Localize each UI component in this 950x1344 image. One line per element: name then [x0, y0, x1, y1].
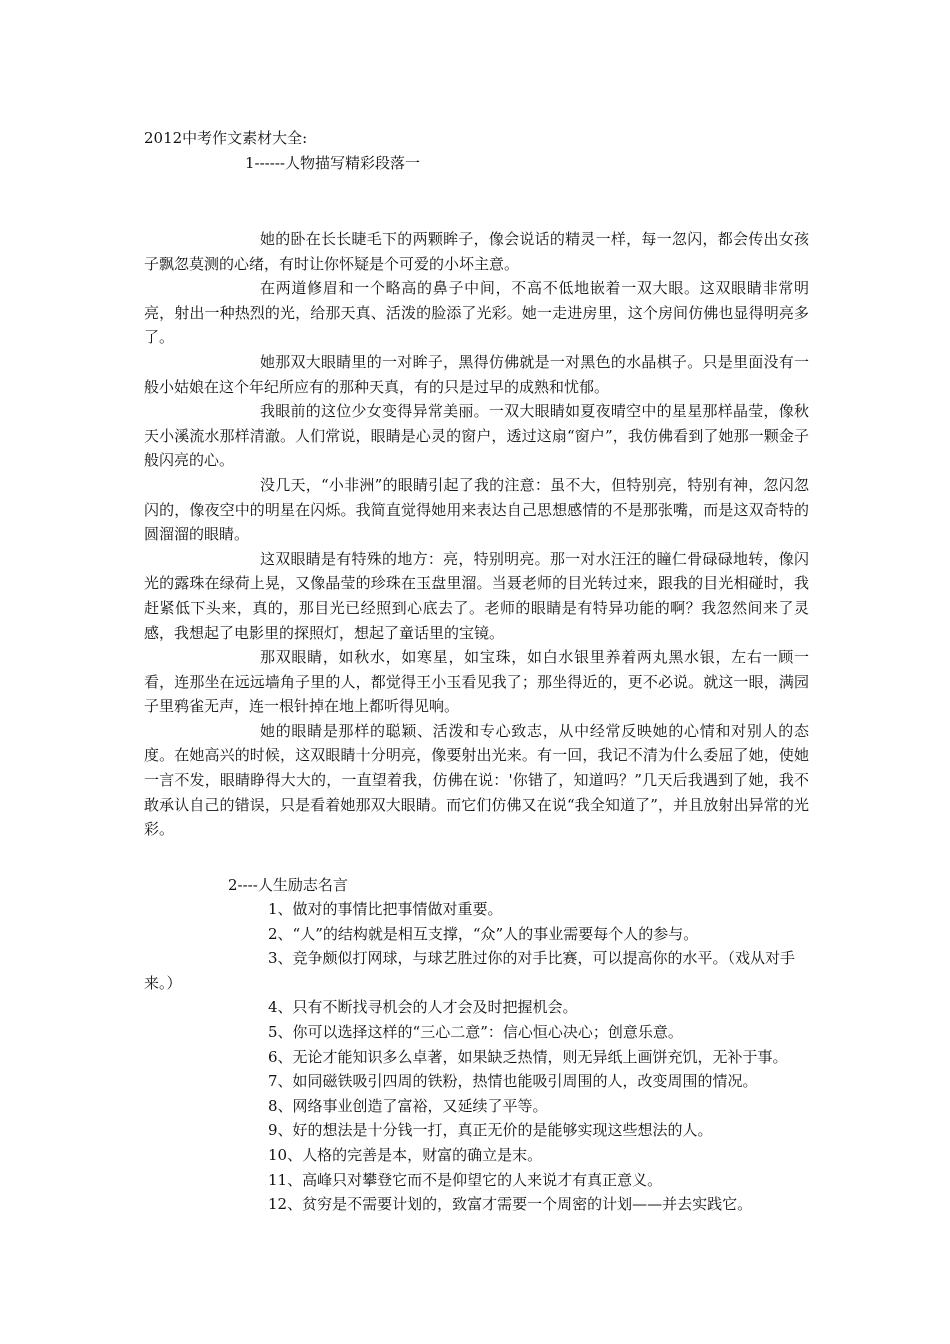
list-item: 8、网络事业创造了富裕，又延续了平等。 — [268, 1096, 548, 1115]
list-item: 2、“人”的结构就是相互支撑，“众”人的事业需要每个人的参与。 — [268, 924, 699, 943]
section2-title: 2----人生励志名言 — [228, 876, 348, 894]
list-item: 11、高峰只对攀登它而不是仰望它的人来说才有真正意义。 — [268, 1170, 663, 1189]
list-item: 4、只有不断找寻机会的人才会及时把握机会。 — [268, 998, 578, 1017]
paragraph: 她那双大眼睛里的一对眸子，黑得仿佛就是一对黑色的水晶棋子。只是里面没有一般小姑娘在这个年纪所应有的那种天真，有的只是过早的成熟和忧郁。 — [144, 352, 809, 396]
paragraph: 那双眼睛，如秋水，如寒星，如宝珠，如白水银里养着两丸黑水银，左右一顾一看，连那坐在远远墙角子里的人，都觉得王小玉看见我了；那坐得近的，更不必说。就这一眼，满园子里鸦雀无声，连一根针掉在地上都听得见响。 — [144, 648, 809, 716]
list-item: 5、你可以选择这样的“三心二意”：信心恒心决心；创意乐意。 — [268, 1022, 683, 1041]
paragraph: 没几天，“小非洲”的眼睛引起了我的注意：虽不大，但特别亮，特别有神，忽闪忽闪的，像夜空中的明星在闪烁。我简直觉得她用来表达自己思想感情的不是那张嘴，而是这双奇特的圆溜溜的眼睛。 — [144, 475, 809, 544]
paragraph: 她的眼睛是那样的聪颖、活泼和专心致志，从中经常反映她的心情和对别人的态度。在她高兴的时候，这双眼睛十分明亮，像要射出光来。有一回，我记不清为什么委屈了她，使她一言不发，眼睛睁得大大的，一直望着我，仿佛在说：'你错了，知道吗？”几天后我遇到了她，我不敢承认自己的错误，只是看着她那双大眼睛。而它们仿佛又在说“我全知道了”，并且放射出异常的光彩。 — [144, 721, 809, 839]
document-title: 2012中考作文素材大全: — [144, 129, 308, 147]
paragraph: 我眼前的这位少女变得异常美丽。一双大眼睛如夏夜晴空中的星星那样晶莹，像秋天小溪流水那样清澈。人们常说，眼睛是心灵的窗户，透过这扇“窗户”，我仿佛看到了她那一颗金子般闪亮的心。 — [144, 402, 809, 470]
paragraph: 这双眼睛是有特殊的地方：亮，特别明亮。那一对水汪汪的瞳仁骨碌碌地转，像闪光的露珠在绿荷上晃，又像晶莹的珍珠在玉盘里溜。当聂老师的目光转过来，跟我的目光相碰时，我赶紧低下头来，真的，那目光已经照到心底去了。老师的眼睛是有特异功能的啊？我忽然间来了灵感，我想起了电影里的探照灯，想起了童话里的宝镜。 — [144, 549, 809, 642]
paragraph: 在两道修眉和一个略高的鼻子中间，不高不低地嵌着一双大眼。这双眼睛非常明亮，射出一种热烈的光，给那天真、活泼的脸添了光彩。她一走进房里，这个房间仿佛也显得明亮多了。 — [144, 279, 809, 347]
list-item: 7、如同磁铁吸引四周的铁粉，热情也能吸引周围的人，改变周围的情况。 — [268, 1072, 758, 1091]
list-item: 1、做对的事情比把事情做对重要。 — [268, 900, 503, 918]
paragraph: 她的卧在长长睫毛下的两颗眸子，像会说话的精灵一样，每一忽闪，都会传出女孩子飘忽莫测的心绪，有时让你怀疑是个可爱的小坏主意。 — [144, 230, 809, 273]
motto-list — [144, 897, 814, 1217]
section1-body — [144, 227, 809, 842]
list-item: 6、无论才能知识多么卓著，如果缺乏热情，则无异纸上画饼充饥，无补于事。 — [268, 1047, 788, 1066]
list-item: 12、贫穷是不需要计划的，致富才需要一个周密的计划——并去实践它。 — [268, 1195, 753, 1214]
list-item: 9、好的想法是十分钱一打，真正无价的是能够实现这些想法的人。 — [268, 1121, 713, 1140]
list-item: 10、人格的完善是本，财富的确立是末。 — [268, 1145, 543, 1164]
list-item: 3、竞争颇似打网球，与球艺胜过你的对手比赛，可以提高你的水平。（戏从对手来。） — [144, 949, 796, 992]
section1-title: 1------人物描写精彩段落一 — [245, 154, 420, 172]
